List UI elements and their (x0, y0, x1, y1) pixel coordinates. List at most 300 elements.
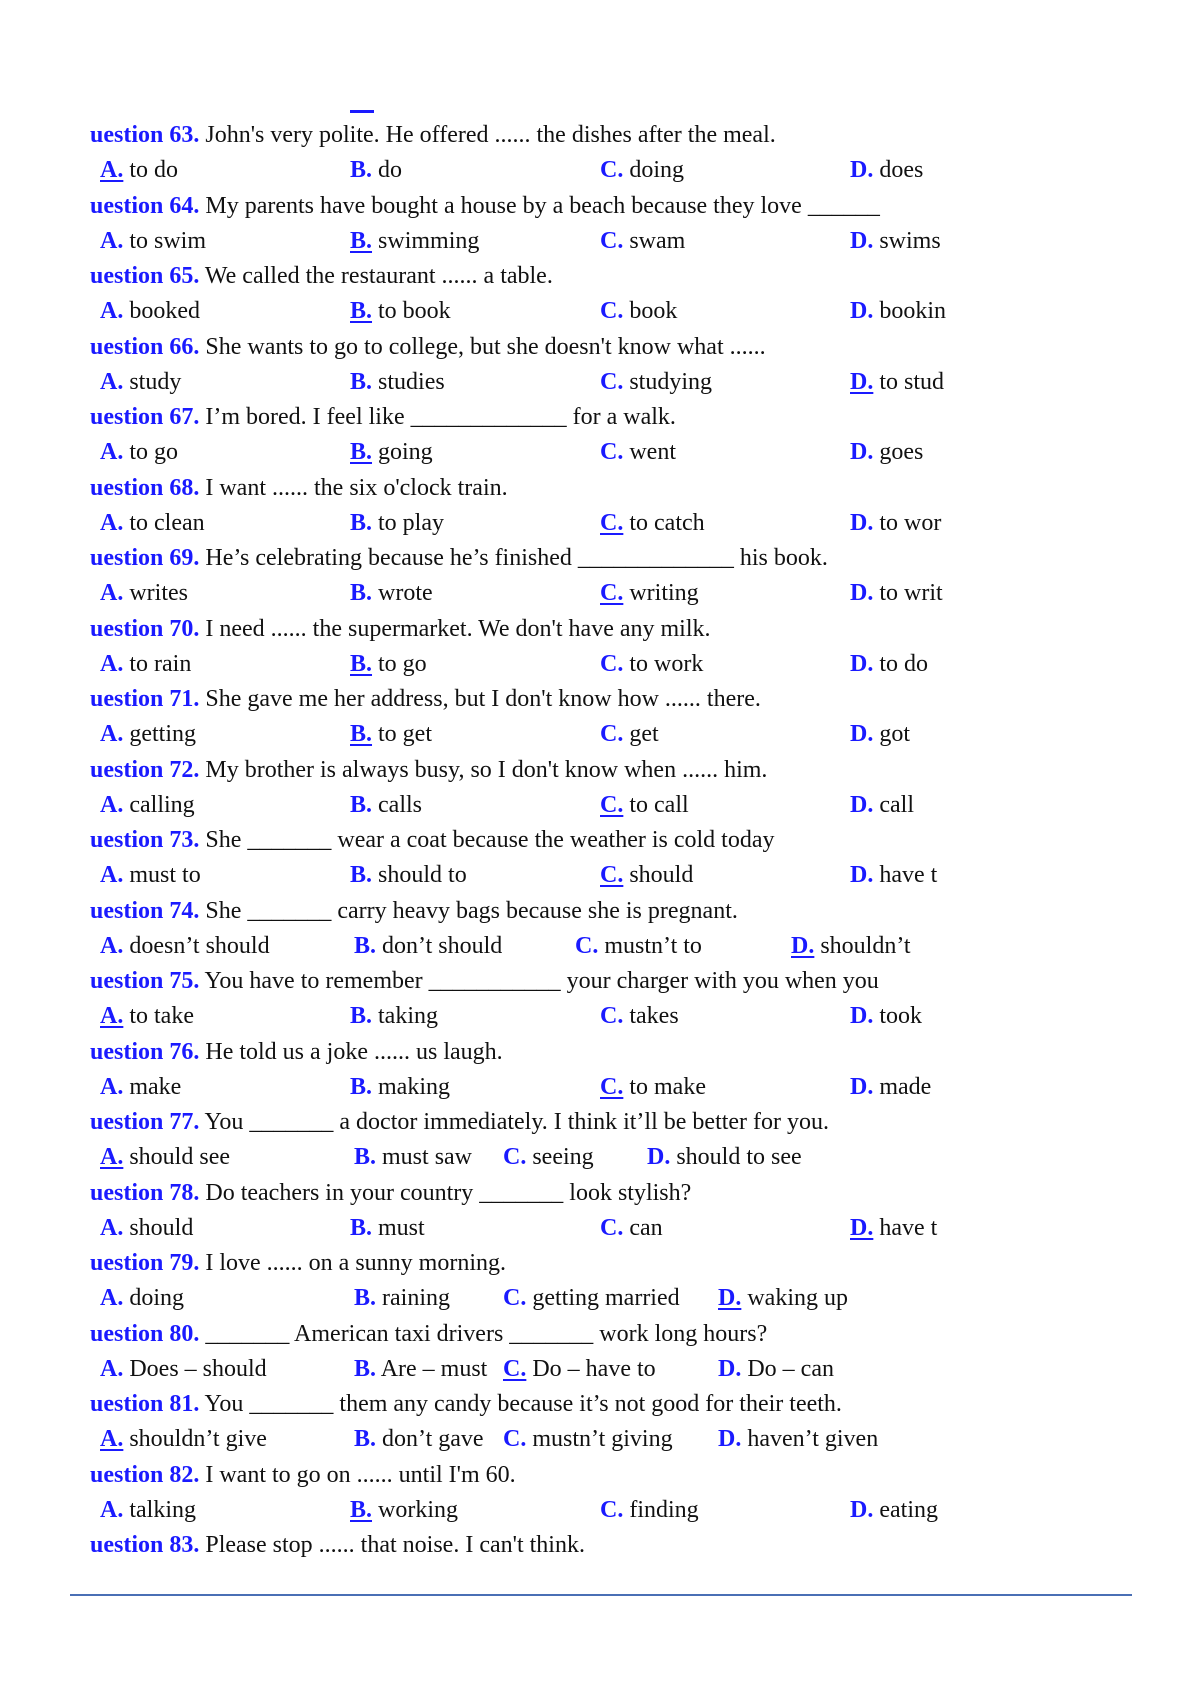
question-text: She _______ carry heavy bags because she is pregnant. (199, 897, 738, 924)
option-letter: C. (600, 862, 624, 888)
option-c[interactable] (600, 1495, 699, 1525)
option-text: should to (372, 862, 467, 888)
question-number: uestion 71. (90, 686, 200, 712)
option-text: call (873, 791, 914, 818)
option-text: to go (372, 650, 427, 677)
option-c[interactable] (600, 1072, 706, 1102)
option-text: getting married (526, 1285, 680, 1311)
option-a[interactable] (100, 719, 196, 749)
option-letter: A. (100, 439, 124, 465)
option-c[interactable] (600, 1001, 679, 1031)
question-text: I want to go on ...... until I'm 60. (199, 1461, 516, 1488)
option-a[interactable] (100, 1424, 267, 1454)
question-68 (90, 473, 508, 503)
option-text: calling (123, 791, 195, 818)
option-text: have t (873, 862, 938, 888)
option-letter: D. (850, 1214, 874, 1241)
question-text: You _______ them any candy because it’s not good for their teeth. (199, 1391, 842, 1417)
option-letter: D. (647, 1144, 671, 1170)
option-letter: C. (600, 1073, 624, 1100)
option-letter: D. (850, 1496, 874, 1523)
option-text: shouldn’t (814, 932, 911, 959)
option-letter: B. (350, 650, 373, 677)
option-text: writes (123, 580, 188, 606)
option-c[interactable] (600, 508, 705, 538)
option-letter: D. (850, 298, 874, 324)
option-d[interactable] (647, 1142, 802, 1172)
question-78 (90, 1178, 691, 1208)
option-d[interactable] (850, 1495, 938, 1525)
option-d[interactable] (850, 296, 946, 326)
option-d[interactable] (850, 790, 914, 820)
option-text: shouldn’t give (123, 1426, 267, 1452)
option-letter: D. (850, 791, 874, 818)
option-b[interactable] (350, 719, 432, 749)
option-letter: B. (350, 157, 373, 183)
question-number: uestion 80. (90, 1320, 200, 1347)
option-text: wrote (372, 580, 433, 606)
question-text: He told us a joke ...... us laugh. (199, 1038, 503, 1065)
question-65 (90, 261, 553, 291)
option-text: to book (372, 298, 451, 324)
option-d[interactable] (850, 1001, 922, 1031)
option-b[interactable] (350, 226, 479, 256)
question-number: uestion 70. (90, 615, 200, 642)
option-letter: C. (600, 580, 624, 606)
option-text: making (372, 1073, 451, 1100)
question-text: I love ...... on a sunny morning. (199, 1250, 506, 1276)
option-letter: A. (100, 157, 124, 183)
option-b[interactable] (354, 1283, 450, 1313)
option-letter: A. (100, 580, 124, 606)
option-letter: C. (600, 227, 624, 254)
option-text: have t (873, 1214, 938, 1241)
question-number: uestion 73. (90, 827, 200, 853)
option-letter: B. (350, 1496, 373, 1523)
option-text: to work (623, 650, 704, 677)
option-a[interactable] (100, 1001, 194, 1031)
top-underline-mark (350, 110, 374, 113)
option-letter: D. (850, 650, 874, 677)
option-c[interactable] (600, 226, 685, 256)
option-a[interactable] (100, 578, 188, 608)
option-text: Are – must (376, 1355, 488, 1382)
question-text: Please stop ...... that noise. I can't think. (199, 1532, 585, 1558)
option-text: Do – can (741, 1355, 834, 1382)
question-text: Do teachers in your country _______ look stylish? (199, 1179, 692, 1206)
question-80 (90, 1319, 767, 1349)
option-c[interactable] (600, 367, 712, 397)
option-letter: B. (354, 1355, 377, 1382)
option-text: don’t should (376, 932, 503, 959)
option-letter: B. (350, 368, 373, 395)
option-b[interactable] (350, 578, 433, 608)
option-letter: A. (100, 862, 124, 888)
question-text: We called the restaurant ...... a table. (199, 263, 553, 289)
question-79 (90, 1248, 506, 1278)
option-b[interactable] (350, 367, 445, 397)
option-letter: D. (791, 932, 815, 959)
option-letter: C. (600, 1214, 624, 1241)
option-c[interactable] (600, 649, 703, 679)
option-letter: B. (354, 1426, 377, 1452)
option-text: to writ (873, 580, 943, 606)
option-text: to clean (123, 509, 205, 536)
option-text: should (623, 862, 694, 888)
option-b[interactable] (350, 790, 422, 820)
option-letter: A. (100, 1355, 124, 1382)
option-text: bookin (873, 298, 947, 324)
question-text: John's very polite. He offered ...... the dishes after the meal. (199, 122, 776, 148)
question-66 (90, 332, 766, 362)
option-letter: B. (350, 1003, 373, 1029)
option-a[interactable] (100, 296, 200, 326)
option-letter: D. (850, 721, 874, 747)
option-a[interactable] (100, 1354, 267, 1384)
option-a[interactable] (100, 1495, 196, 1525)
option-c[interactable] (503, 1142, 594, 1172)
option-letter: B. (350, 1073, 373, 1100)
option-letter: C. (575, 932, 599, 959)
option-letter: D. (850, 1003, 874, 1029)
option-letter: B. (350, 1214, 373, 1241)
option-d[interactable] (850, 719, 910, 749)
option-b[interactable] (350, 649, 427, 679)
option-text: swam (623, 227, 686, 254)
option-letter: C. (600, 368, 624, 395)
option-text: must to (123, 862, 201, 888)
option-letter: B. (354, 932, 377, 959)
option-a[interactable] (100, 1072, 181, 1102)
option-letter: D. (850, 368, 874, 395)
option-letter: C. (600, 298, 624, 324)
option-d[interactable] (718, 1354, 834, 1384)
option-a[interactable] (100, 931, 270, 961)
question-number: uestion 63. (90, 122, 200, 148)
option-letter: A. (100, 227, 124, 254)
question-number: uestion 65. (90, 263, 200, 289)
option-text: study (123, 368, 182, 395)
option-d[interactable] (850, 860, 937, 890)
option-d[interactable] (791, 931, 911, 961)
option-letter: B. (350, 298, 373, 324)
option-text: mustn’t giving (526, 1426, 673, 1452)
option-text: went (623, 439, 676, 465)
option-c[interactable] (503, 1283, 680, 1313)
option-letter: B. (350, 721, 373, 747)
question-number: uestion 68. (90, 474, 200, 501)
option-c[interactable] (503, 1354, 656, 1384)
option-text: to catch (623, 509, 705, 536)
question-number: uestion 78. (90, 1179, 200, 1206)
option-letter: C. (600, 650, 624, 677)
option-letter: A. (100, 298, 124, 324)
option-letter: A. (100, 650, 124, 677)
option-text: doesn’t should (123, 932, 270, 959)
option-a[interactable] (100, 1283, 184, 1313)
option-text: to play (372, 509, 445, 536)
option-c[interactable] (503, 1424, 673, 1454)
option-text: made (873, 1073, 932, 1100)
question-72 (90, 755, 767, 785)
option-a[interactable] (100, 1213, 193, 1243)
option-a[interactable] (100, 790, 195, 820)
question-75 (90, 966, 879, 996)
option-text: to do (123, 157, 179, 183)
option-text: goes (873, 439, 924, 465)
option-text: Does – should (123, 1355, 267, 1382)
option-letter: A. (100, 1496, 124, 1523)
option-a[interactable] (100, 155, 178, 185)
option-a[interactable] (100, 508, 205, 538)
option-letter: B. (350, 227, 373, 254)
question-73 (90, 825, 774, 855)
option-text: to take (123, 1003, 194, 1029)
option-d[interactable] (850, 1072, 931, 1102)
option-b[interactable] (354, 1142, 472, 1172)
option-text: getting (123, 721, 196, 747)
option-letter: D. (850, 862, 874, 888)
option-letter: C. (503, 1355, 527, 1382)
option-a[interactable] (100, 649, 191, 679)
question-63 (90, 120, 776, 150)
option-b[interactable] (354, 931, 502, 961)
option-letter: C. (600, 791, 624, 818)
option-text: haven’t given (741, 1426, 879, 1452)
question-number: uestion 82. (90, 1461, 200, 1488)
question-number: uestion 74. (90, 897, 200, 924)
option-text: writing (623, 580, 699, 606)
question-text: You _______ a doctor immediately. I think it’ll be better for you. (199, 1109, 830, 1135)
option-text: to do (873, 650, 929, 677)
question-text: My brother is always busy, so I don't know when ...... him. (199, 756, 768, 783)
option-text: studies (372, 368, 445, 395)
option-d[interactable] (850, 437, 923, 467)
option-a[interactable] (100, 367, 181, 397)
option-text: doing (623, 157, 685, 183)
question-82 (90, 1460, 516, 1490)
option-a[interactable] (100, 860, 201, 890)
question-76 (90, 1037, 503, 1067)
option-d[interactable] (850, 578, 943, 608)
option-c[interactable] (600, 296, 677, 326)
option-letter: A. (100, 1214, 124, 1241)
question-number: uestion 75. (90, 968, 200, 994)
question-text: She gave me her address, but I don't know how ...... there. (199, 686, 761, 712)
option-text: working (372, 1496, 459, 1523)
option-text: took (873, 1003, 923, 1029)
option-letter: C. (600, 1496, 624, 1523)
question-81 (90, 1389, 842, 1419)
option-text: swimming (372, 227, 480, 254)
option-c[interactable] (600, 860, 693, 890)
question-text: She wants to go to college, but she doesn't know what ...... (199, 333, 766, 360)
option-b[interactable] (350, 1495, 458, 1525)
option-text: to stud (873, 368, 945, 395)
option-text: finding (623, 1496, 699, 1523)
option-text: should see (123, 1144, 230, 1170)
option-d[interactable] (850, 1213, 937, 1243)
option-letter: A. (100, 721, 124, 747)
option-c[interactable] (600, 719, 659, 749)
option-letter: D. (850, 580, 874, 606)
option-text: going (372, 439, 433, 465)
option-letter: C. (503, 1144, 527, 1170)
option-a[interactable] (100, 1142, 230, 1172)
option-text: got (873, 721, 911, 747)
option-letter: D. (718, 1355, 742, 1382)
option-text: mustn’t to (598, 932, 702, 959)
question-74 (90, 896, 738, 926)
option-a[interactable] (100, 437, 178, 467)
option-b[interactable] (350, 508, 444, 538)
option-letter: A. (100, 509, 124, 536)
question-67 (90, 402, 676, 432)
option-letter: C. (600, 721, 624, 747)
option-text: to get (372, 721, 433, 747)
option-letter: A. (100, 1003, 124, 1029)
option-text: must saw (376, 1144, 473, 1170)
question-83 (90, 1530, 585, 1560)
option-b[interactable] (350, 155, 402, 185)
option-d[interactable] (718, 1283, 848, 1313)
question-text: _______ American taxi drivers _______ work long hours? (199, 1320, 768, 1347)
option-text: talking (123, 1496, 196, 1523)
option-text: to go (123, 439, 179, 465)
option-d[interactable] (850, 649, 928, 679)
question-text: She _______ wear a coat because the weather is cold today (199, 827, 775, 853)
option-text: make (123, 1073, 182, 1100)
question-69 (90, 543, 828, 573)
option-c[interactable] (600, 155, 684, 185)
question-text: My parents have bought a house by a beach because they love ______ (199, 192, 880, 219)
option-d[interactable] (850, 155, 923, 185)
option-b[interactable] (350, 1001, 438, 1031)
option-b[interactable] (350, 860, 467, 890)
option-text: to call (623, 791, 689, 818)
option-text: takes (623, 1003, 679, 1029)
option-text: to rain (123, 650, 192, 677)
question-64 (90, 191, 880, 221)
option-letter: A. (100, 791, 124, 818)
option-text: do (372, 157, 403, 183)
option-letter: A. (100, 1285, 124, 1311)
option-letter: A. (100, 1073, 124, 1100)
option-letter: D. (850, 439, 874, 465)
option-letter: C. (600, 157, 624, 183)
option-c[interactable] (600, 437, 676, 467)
option-b[interactable] (354, 1354, 487, 1384)
question-71 (90, 684, 761, 714)
option-text: can (623, 1214, 663, 1241)
option-letter: D. (718, 1426, 742, 1452)
option-text: must (372, 1214, 425, 1241)
option-letter: A. (100, 368, 124, 395)
option-d[interactable] (718, 1424, 878, 1454)
question-text: I need ...... the supermarket. We don't have any milk. (199, 615, 711, 642)
option-letter: C. (600, 439, 624, 465)
option-c[interactable] (600, 578, 699, 608)
option-letter: B. (350, 580, 373, 606)
option-text: doing (123, 1285, 185, 1311)
question-number: uestion 67. (90, 404, 200, 430)
option-letter: C. (600, 509, 624, 536)
option-letter: D. (718, 1285, 742, 1311)
question-text: I want ...... the six o'clock train. (199, 474, 508, 501)
option-text: seeing (526, 1144, 594, 1170)
option-b[interactable] (354, 1424, 484, 1454)
option-letter: B. (354, 1144, 377, 1170)
option-letter: D. (850, 227, 874, 254)
option-b[interactable] (350, 1213, 425, 1243)
option-letter: A. (100, 1426, 124, 1452)
question-number: uestion 69. (90, 545, 200, 571)
option-letter: C. (503, 1426, 527, 1452)
question-number: uestion 83. (90, 1532, 200, 1558)
option-text: swims (873, 227, 941, 254)
option-letter: C. (600, 1003, 624, 1029)
option-text: eating (873, 1496, 938, 1523)
option-text: booked (123, 298, 200, 324)
option-text: taking (372, 1003, 439, 1029)
option-letter: B. (350, 509, 373, 536)
option-c[interactable] (600, 790, 689, 820)
question-number: uestion 81. (90, 1391, 200, 1417)
option-b[interactable] (350, 437, 433, 467)
question-text: I’m bored. I feel like _____________ for a walk. (199, 404, 676, 430)
option-a[interactable] (100, 226, 206, 256)
question-number: uestion 76. (90, 1038, 200, 1065)
option-text: studying (623, 368, 713, 395)
question-text: You have to remember ___________ your charger with you when you (199, 968, 879, 994)
option-d[interactable] (850, 367, 944, 397)
option-text: Do – have to (526, 1355, 656, 1382)
question-number: uestion 66. (90, 333, 200, 360)
option-letter: A. (100, 1144, 124, 1170)
footer-rule (70, 1594, 1132, 1596)
option-text: calls (372, 791, 422, 818)
option-c[interactable] (575, 931, 702, 961)
option-text: does (873, 157, 924, 183)
option-letter: C. (503, 1285, 527, 1311)
option-b[interactable] (350, 1072, 450, 1102)
option-letter: D. (850, 509, 874, 536)
option-d[interactable] (850, 508, 941, 538)
question-text: He’s celebrating because he’s finished _____________ his book. (199, 545, 828, 571)
option-letter: A. (100, 932, 124, 959)
option-letter: B. (350, 862, 373, 888)
question-number: uestion 77. (90, 1109, 200, 1135)
option-text: raining (376, 1285, 450, 1311)
option-d[interactable] (850, 226, 941, 256)
question-number: uestion 72. (90, 756, 200, 783)
option-letter: B. (350, 439, 373, 465)
option-text: don’t gave (376, 1426, 484, 1452)
question-number: uestion 64. (90, 192, 200, 219)
option-text: to wor (873, 509, 942, 536)
question-70 (90, 614, 711, 644)
option-letter: B. (354, 1285, 377, 1311)
option-c[interactable] (600, 1213, 663, 1243)
option-b[interactable] (350, 296, 451, 326)
option-text: get (623, 721, 659, 747)
option-text: should (123, 1214, 194, 1241)
option-text: book (623, 298, 678, 324)
option-letter: D. (850, 1073, 874, 1100)
option-text: waking up (741, 1285, 848, 1311)
option-text: to swim (123, 227, 207, 254)
question-number: uestion 79. (90, 1250, 200, 1276)
